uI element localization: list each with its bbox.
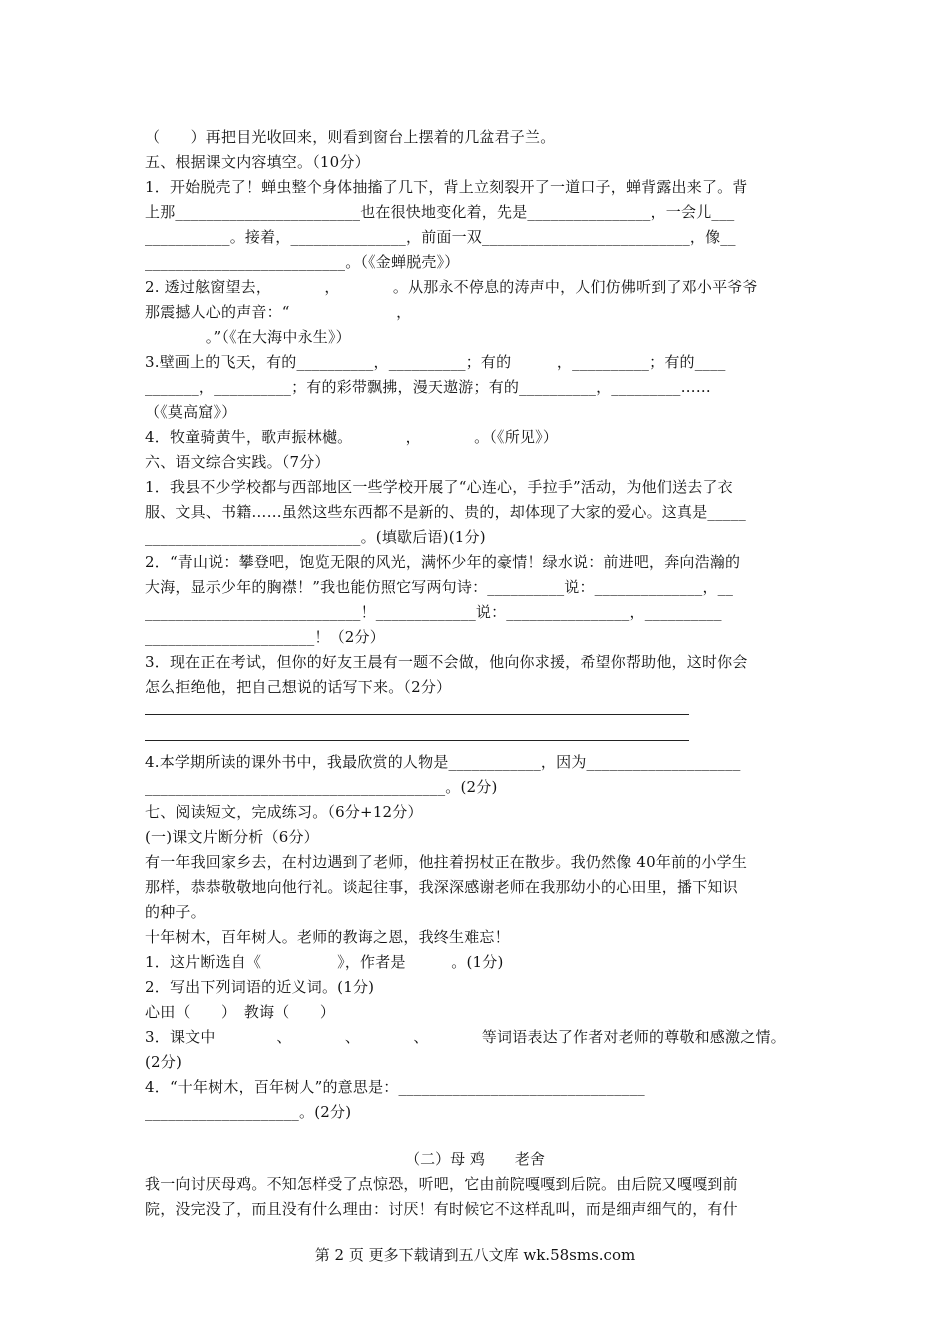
text-line: 那样，恭恭敬敬地向他行礼。谈起往事，我深深感谢老师在我那幼小的心田里，播下知识 [145,878,738,896]
text-line: 那震撼人心的声音：“ ， [145,303,412,321]
answer-line [145,714,689,715]
section-title: （二）母 鸡 老舍 [405,1150,545,1168]
section-heading: 六、语文综合实践。（7分） [145,453,330,471]
text-line: 我一向讨厌母鸡。不知怎样受了点惊恐，听吧，它由前院嘎嘎到后院。由后院又嘎嘎到前 [145,1175,738,1193]
text-line: 院，没完没了，而且没有什么理由：讨厌！有时候它不这样乱叫，而是细声细气的，有什 [145,1200,738,1218]
section-heading: 五、根据课文内容填空。（10分） [145,153,370,171]
text-line: 3．课文中 、 、 、 等词语表达了作者对老师的尊敬和感激之情。 [145,1028,786,1046]
subsection-heading: (一)课文片断分析（6分） [145,828,319,846]
section-heading: 七、阅读短文，完成练习。（6分+12分） [145,803,423,821]
text-line: ____________________________。(填歇后语)(1分) [145,528,486,546]
text-line: 怎么拒绝他，把自己想说的话写下来。（2分） [145,678,452,696]
text-line: 3．现在正在考试，但你的好友王晨有一题不会做，他向你求援，希望你帮助他，这时你会 [145,653,748,671]
text-line: 十年树木，百年树人。老师的教诲之恩，我终生难忘！ [145,928,510,946]
text-line: 有一年我回家乡去，在村边遇到了老师，他拄着拐杖正在散步。我仍然像 40年前的小学生 [145,853,748,871]
text-line: ______________________！（2分） [145,628,385,646]
text-line: 4．牧童骑黄牛，歌声振林樾。 ， 。（《所见》） [145,428,559,446]
text-line: 2．“青山说：攀登吧，饱览无限的风光，满怀少年的豪情！绿水说：前进吧，奔向浩瀚的 [145,553,741,571]
text-line: ____________________________！_____________说：________________，__________ [145,603,722,621]
text-line: ____________________。(2分) [145,1103,352,1121]
text-line: 的种子。 [145,903,206,921]
answer-line [145,740,689,741]
text-line: 3.壁画上的飞天，有的__________，__________；有的 ，__________；有的____ [145,353,726,371]
text-line: 1．开始脱壳了！蝉虫整个身体抽搐了几下，背上立刻裂开了一道口子，蝉背露出来了。背 [145,178,748,196]
text-line: （《莫高窟》） [145,403,237,421]
text-line: 心田（ ） 教诲（ ） [145,1003,336,1021]
text-line: 4.本学期所读的课外书中，我最欣赏的人物是____________，因为____________________ [145,753,741,771]
text-line: __________________________。（《金蝉脱壳》） [145,253,460,271]
text-line: ___________。接着，_______________，前面一双___________________________，像__ [145,228,736,246]
text-line: 4．“十年树木，百年树人”的意思是：________________________________ [145,1078,645,1096]
text-line: （ ）再把目光收回来，则看到窗台上摆着的几盆君子兰。 [145,128,556,146]
text-line: 大海，显示少年的胸襟！”我也能仿照它写两句诗：__________说：______________，__ [145,578,734,596]
text-line: 服、文具、书籍……虽然这些东西都不是新的、贵的，却体现了大家的爱心。这真是_____ [145,503,746,521]
page-footer: 第 2 页 更多下载请到五八文库 wk.58sms.com [314,1246,636,1264]
text-line: 2. 透过舷窗望去， ， 。从那永不停息的涛声中，人们仿佛听到了邓小平爷爷 [145,278,758,296]
text-line: _______________________________________。(2分) [145,778,498,796]
text-line: 上那________________________也在很快地变化着，先是________________，一会儿___ [145,203,735,221]
text-line: 1．我县不少学校都与西部地区一些学校开展了“心连心，手拉手”活动，为他们送去了衣 [145,478,733,496]
text-line: _______，__________；有的彩带飘拂，漫天遨游；有的__________，_________…… [145,378,712,396]
text-line: 。”（《在大海中永生》） [145,328,351,346]
text-line: 2．写出下列词语的近义词。(1分) [145,978,375,996]
text-line: 1．这片断选自《 》，作者是 。(1分) [145,953,504,971]
text-line: (2分) [145,1053,183,1071]
